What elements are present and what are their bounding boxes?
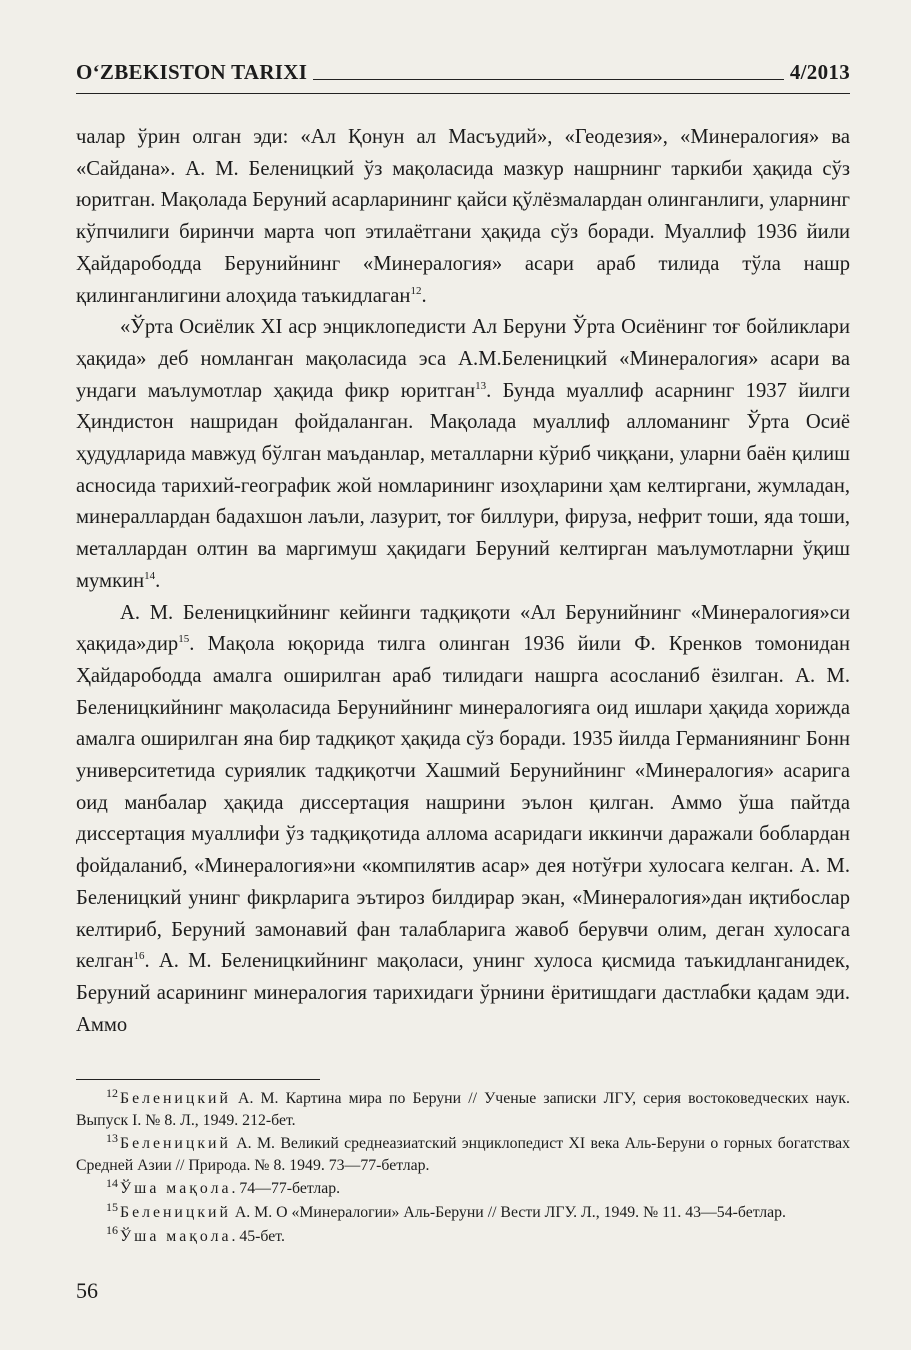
footnote-text: . 45-бет. [231, 1227, 285, 1245]
running-header [76, 60, 850, 85]
footnote-number: 14 [106, 1176, 118, 1191]
footnote-divider [76, 1079, 320, 1080]
paragraph-text: А. М. Беленицкийнинг кейинги тадқиқоти «Ал Берунийнинг «Минералогия»си ҳақида»дир [76, 601, 850, 656]
body-paragraph [76, 598, 850, 1042]
footnote-number: 13 [106, 1130, 118, 1145]
header-divider [76, 93, 850, 94]
footnote-text: . 74—77-бетлар. [231, 1180, 341, 1198]
footnotes [76, 1085, 850, 1249]
paragraph-text: «Ўрта Осиёлик XI аср энциклопедисти Ал Беруни Ўрта Осиёнинг тоғ бойликлари ҳақида» деб номланган мақоласида эса А.М.Беленицкий «Минералогия» асари ва ундаги маълумотлар ҳақида фикр юритган [76, 316, 850, 402]
paragraph-text: . [155, 569, 161, 592]
footnote-number: 15 [106, 1199, 118, 1214]
footnote-author: Беленицкий [120, 1090, 231, 1107]
footnote [76, 1130, 850, 1176]
paragraph-text: . Бунда муаллиф асарнинг 1937 йилги Ҳиндистон нашридан фойдаланган. Мақолада муаллиф алломанинг Ўрта Осиё ҳудудларида мавжуд бўлган маъданлар, металларни кўриб чиққани, уларни баён қилиш асносида тарихий-географик жой номларининг изоҳларини ҳам келтиргани, жумладан, минераллардан бадахшон лаъли, лазурит, тоғ биллури, фируза, нефрит тоши, яда тоши, металлардан олтин ва маргимуш ҳақидаги Беруний келтирган маълумотларни ўқиш мумкин [76, 379, 850, 592]
header-rule [313, 79, 784, 80]
paragraph-text: чалар ўрин олган эди: «Ал Қонун ал Масъудий», «Геодезия», «Минералогия» ва «Сайдана». А. М. Беленицкий ўз мақоласида мазкур нашрнинг таркиби ҳақида сўз юритган. Мақолада Беруний асарларининг қайси қўлёзмалардан олинганлиги, уларнинг кўпчилиги биринчи марта чоп этилаётгани ҳақида сўз боради. Муаллиф 1936 йили Ҳайдарободда Берунийнинг «Минералогия» асари араб тилида тўла нашр қилинганлигини алоҳида таъкидлаган [76, 126, 850, 307]
footnote-text: А. М. О «Минералогии» Аль-Беруни // Вести ЛГУ. Л., 1949. № 11. 43—54-бетлар. [230, 1203, 786, 1221]
body-paragraph [76, 312, 850, 597]
footnote-number: 16 [106, 1223, 118, 1238]
footnote [76, 1223, 850, 1248]
footnote-author: Ўша мақола [120, 1227, 232, 1245]
footnote-reference: 14 [144, 569, 156, 582]
footnote-reference: 16 [133, 950, 145, 963]
body-paragraph [76, 122, 850, 312]
footnote-text: А. М. Картина мира по Беруни // Ученые записки ЛГУ, серия востоковедческих наук. Выпуск I. № 8. Л., 1949. 212-бет. [76, 1090, 850, 1129]
footnote [76, 1199, 850, 1224]
paragraph-text: . А. М. Беленицкийнинг мақоласи, унинг хулоса қисмида таъкидланганидек, Беруний асарининг минералогия тарихидаги ўрнини ёритишдаги дастлабки қадам эди. Аммо [76, 950, 850, 1036]
article-body [76, 122, 850, 1041]
footnote-text: А. М. Великий среднеазиатский энциклопедист XI века Аль-Беруни о горных богатствах Средней Азии // Природа. № 8. 1949. 73—77-бетлар. [76, 1135, 850, 1174]
footnote-reference: 13 [475, 379, 487, 392]
paragraph-text: . Мақола юқорида тилга олинган 1936 йили Ф. Кренков томонидан Ҳайдарободда амалга оширилган араб тилидаги нашрга асосланиб ёзилган. А. М. Беленицкийнинг мақоласида Берунийнинг минералогияга оид ишлари ҳақида хорижда амалга оширилган яна бир тадқиқот ҳақида сўз боради. 1935 йилда Германиянинг Бонн университетида суриялик тадқиқотчи Хашмий Берунийнинг «Минералогия» асарига оид манбалар ҳақида диссертация нашрини эълон қилган. Аммо ўша пайтда диссертация муаллифи ўз тадқиқотида аллома асаридаги иккинчи даражали боблардан фойдаланиб, «Минералогия»ни «компилятив асар» дея нотўғри хулосага келган. А. М. Беленицкий унинг фикрларига эътироз билдирар экан, «Минералогия»дан иқтибослар келтириб, Беруний замонавий фан талабларига жавоб берувчи олим, деган хулосага келган [76, 633, 850, 973]
footnote-author: Ўша мақола [120, 1180, 232, 1198]
footnote-author: Беленицкий [120, 1135, 231, 1153]
issue-number: 4/2013 [789, 60, 850, 84]
footnote-author: Беленицкий [120, 1203, 231, 1221]
page-number: 56 [76, 1278, 98, 1303]
footnote-reference: 15 [178, 633, 190, 646]
paragraph-text: . [421, 284, 427, 307]
footnote [76, 1178, 850, 1200]
footnote-reference: 12 [410, 284, 422, 297]
journal-title: O‘ZBEKISTON TARIXI [76, 60, 308, 84]
footnote [76, 1085, 850, 1131]
footnote-number: 12 [106, 1085, 118, 1100]
